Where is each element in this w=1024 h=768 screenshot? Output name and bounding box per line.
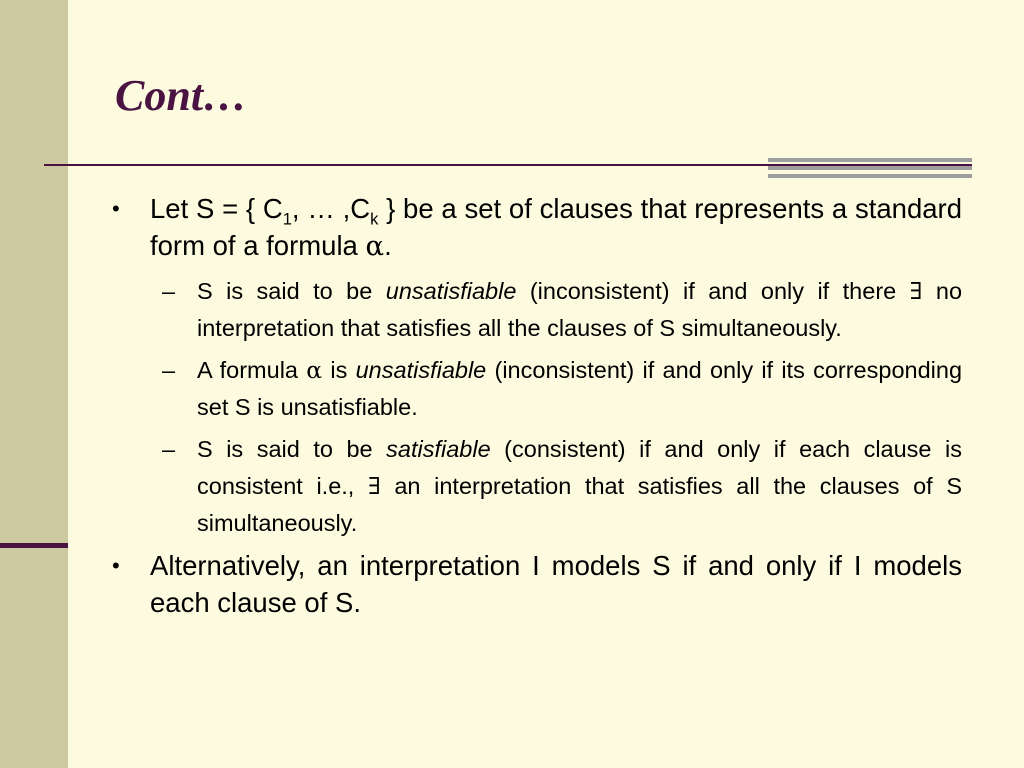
dash-marker: – [162,357,176,383]
sub-text: (inconsistent) if and only if its corresponding set S is unsatisfiable. [197,357,963,420]
sub-text: S is said to be [197,278,386,304]
sub-text: (inconsistent) if and only if there [516,278,910,304]
subscript: k [370,210,379,229]
bullet-text: , … ,C [291,193,371,224]
dash-marker: – [162,436,176,462]
sub-item-satisfiable-set [110,431,962,542]
sub-item-unsatisfiable-set [110,273,962,347]
bullet-marker: • [112,196,120,221]
sub-text: S is said to be [197,436,387,462]
slide-title: Cont… [115,71,248,120]
subscript: 1 [282,210,292,229]
bullet-marker: • [112,553,120,578]
bullet-text: . [384,230,392,261]
sub-text: is [322,357,356,383]
emphasis-term: unsatisfiable [385,278,517,304]
bullet-text: Alternatively, an interpretation I models S if and only if I models each clause of S. [150,550,962,618]
bullet-item-models [110,547,962,621]
title-divider-shadow [768,158,972,178]
alpha-symbol: α [306,356,323,384]
emphasis-term: satisfiable [386,436,491,462]
bullet-text: Let S = { C [150,193,283,224]
sub-text: (consistent) if and only if each clause is consistent i.e., [197,436,963,499]
bullet-item-set-of-clauses [110,190,962,265]
dash-marker: – [162,278,176,304]
exists-symbol: ∃ [367,472,381,500]
alpha-symbol: α [365,230,385,262]
sub-item-unsatisfiable-formula [110,352,962,426]
exists-symbol: ∃ [909,277,923,305]
sub-text: no interpretation that satisfies all the clauses of S simultaneously. [197,278,963,341]
sub-text: an interpretation that satisfies all the clauses of S simultaneously. [197,473,962,536]
emphasis-term: unsatisfiable [355,357,487,383]
left-decorative-bar [0,0,68,768]
slide-content [110,190,962,629]
sub-text: A formula [197,357,307,383]
left-accent-line [0,543,68,548]
bullet-text: } be a set of clauses that represents a standard form of a formula [150,193,962,261]
